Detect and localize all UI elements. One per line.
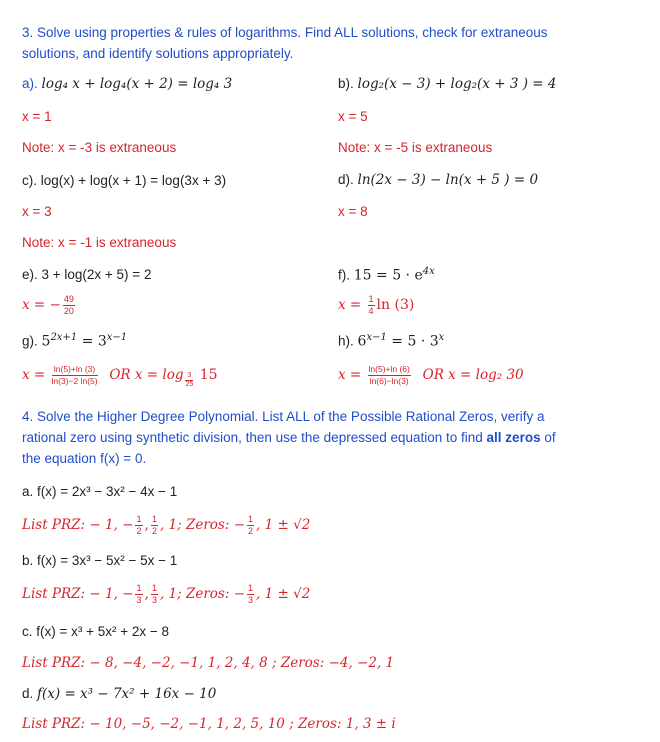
q3e-answer-den: 20 <box>63 306 74 316</box>
q3g-exp2: x−1 <box>106 332 128 343</box>
q3g-or-base-den: 25 <box>185 381 194 389</box>
q3a-problem <box>22 76 232 92</box>
q4c-problem: c. f(x) = x³ + 5x² + 2x − 8 <box>22 624 170 639</box>
q3h-label: h). <box>338 333 358 349</box>
q3h-mid: = 5 · 3 <box>386 333 439 350</box>
q3h-answer-den: ln(6)−ln(3) <box>369 376 409 386</box>
q4b-answer: List PRZ: − 1, − $\frac{1}{3}$ , $\frac{1}{3}$ , 1; Zeros: − $\frac{1}{3}$ , 1 ± √2 <box>22 583 311 605</box>
q3h-base: 6 <box>357 333 367 350</box>
q4b-problem: b. f(x) = 3x³ − 5x² − 5x − 1 <box>22 553 178 568</box>
q3g-mid: = 3 <box>77 333 107 350</box>
q3g-problem <box>22 332 127 350</box>
q3b-note: Note: x = -5 is extraneous <box>338 140 493 155</box>
q4-header-bold: all zeros <box>486 430 541 445</box>
q3g-answer-den: ln(3)−2 ln(5) <box>51 376 98 386</box>
q4a-problem: a. f(x) = 2x³ − 3x² − 4x − 1 <box>22 484 178 499</box>
q4d-equation: f(x) = x³ − 7x² + 16x − 10 <box>37 686 217 702</box>
q3g-or-base-num: 3 <box>187 372 192 380</box>
q3c-answer: x = 3 <box>22 204 52 219</box>
q3f-problem <box>338 266 435 284</box>
q4a-prz-prefix: List PRZ: − 1, − <box>22 517 134 534</box>
q3g-base: 5 <box>41 333 51 350</box>
q3g-exp: 2x+1 <box>50 332 78 343</box>
q4-header-line3: the equation f(x) = 0. <box>22 451 147 466</box>
q3f-label: f). <box>338 267 354 283</box>
q3h-answer <box>338 364 524 387</box>
q4b-prz-f2n: 1 <box>151 583 157 593</box>
q3h-answer-prefix: x = <box>338 367 366 384</box>
q4b-prz-f2d: 3 <box>151 595 157 605</box>
q4b-prz-prefix: List PRZ: − 1, − <box>22 586 134 603</box>
q4-header-line2-text: rational zero using synthetic division, then use the depressed equation to find <box>22 430 487 445</box>
q3e-answer-prefix: x = − <box>22 297 61 314</box>
q4b-prz-f1n: 1 <box>136 583 142 593</box>
q4-header-line1: 4. Solve the Higher Degree Polynomial. List ALL of the Possible Rational Zeros, verify a <box>22 409 545 424</box>
q4a-prz-f1n: 1 <box>136 514 142 524</box>
q4a-z-fn: 1 <box>248 514 254 524</box>
q3h-problem <box>338 332 444 350</box>
q4a-answer: List PRZ: − 1, − $\frac{1}{2}$ , $\frac{1}{2}$ , 1; Zeros: − $\frac{1}{2}$ , 1 ± √2 <box>22 514 311 536</box>
q3g-label: g). <box>22 333 42 349</box>
q3f-exponent: 4x <box>422 266 435 277</box>
q3h-or: OR x = log₂ 30 <box>422 367 524 384</box>
q3d-answer: x = 8 <box>338 204 368 219</box>
q4d-answer: List PRZ: − 10, −5, −2, −1, 1, 2, 5, 10 ; Zeros: 1, 3 ± i <box>22 716 396 732</box>
q3h-answer-num: ln(5)+ln (6) <box>368 364 410 374</box>
q4b-z-fn: 1 <box>248 583 254 593</box>
q4a-z-fd: 2 <box>248 526 254 536</box>
q3b-answer: x = 5 <box>338 109 368 124</box>
q4a-prz-f1d: 2 <box>136 526 142 536</box>
q3d-label: d). <box>338 172 358 187</box>
q3a-equation: log₄ x + log₄(x + 2) = log₄ 3 <box>41 76 233 92</box>
q3a-answer: x = 1 <box>22 109 52 124</box>
q3b-label: b). <box>338 76 358 91</box>
q4d-label: d. <box>22 686 38 701</box>
q4b-z-tail: , 1 ± √2 <box>256 586 311 603</box>
q3d-equation: ln(2x − 3) − ln(x + 5 ) = 0 <box>357 172 539 188</box>
q4b-z-fd: 3 <box>248 595 254 605</box>
q4-header-line2 <box>22 430 556 445</box>
q3f-answer-num: 1 <box>368 294 374 304</box>
q4b-prz-tail: , 1; Zeros: − <box>159 586 246 603</box>
q3e-answer-num: 49 <box>63 294 74 304</box>
q3g-answer <box>22 364 218 389</box>
q4a-prz-tail: , 1; Zeros: − <box>159 517 246 534</box>
q4-header-tail: of <box>540 430 556 445</box>
q3f-answer <box>338 294 414 317</box>
q3f-answer-den: 4 <box>368 306 374 316</box>
q3d-problem <box>338 172 538 188</box>
q3c-problem: c). log(x) + log(x + 1) = log(3x + 3) <box>22 173 227 188</box>
q3e-answer <box>22 294 77 317</box>
q3h-exp: x−1 <box>366 332 387 343</box>
q3b-equation: log₂(x − 3) + log₂(x + 3 ) = 4 <box>357 76 557 92</box>
q4a-z-tail: , 1 ± √2 <box>256 517 311 534</box>
q4a-prz-f2d: 2 <box>151 526 157 536</box>
q3-header-line2: solutions, and identify solutions appropriately. <box>22 46 294 61</box>
q4c-answer: List PRZ: − 8, −4, −2, −1, 1, 2, 4, 8 ; Zeros: −4, −2, 1 <box>22 655 395 671</box>
q3b-problem <box>338 76 556 92</box>
q4d-problem <box>22 686 216 702</box>
q3g-or: OR x = log <box>109 367 184 384</box>
q3a-label: a). <box>22 76 42 91</box>
q3g-answer-num: ln(5)+ln (3) <box>52 364 98 376</box>
q3-header-line1: 3. Solve using properties & rules of logarithms. Find ALL solutions, check for extraneous <box>22 25 548 40</box>
q3f-equation: 15 = 5 · e <box>353 267 423 284</box>
q3e-problem: e). 3 + log(2x + 5) = 2 <box>22 267 152 282</box>
q3f-answer-prefix: x = <box>338 297 366 314</box>
q3g-answer-prefix: x = <box>22 367 50 384</box>
q4a-prz-f2n: 1 <box>151 514 157 524</box>
q3h-exp2: x <box>438 332 445 343</box>
q4b-prz-f1d: 3 <box>136 595 142 605</box>
q3g-or-val: 15 <box>195 367 218 384</box>
q3a-note: Note: x = -3 is extraneous <box>22 140 177 155</box>
q3c-note: Note: x = -1 is extraneous <box>22 235 177 250</box>
q3f-answer-suffix: ln (3) <box>376 297 415 314</box>
